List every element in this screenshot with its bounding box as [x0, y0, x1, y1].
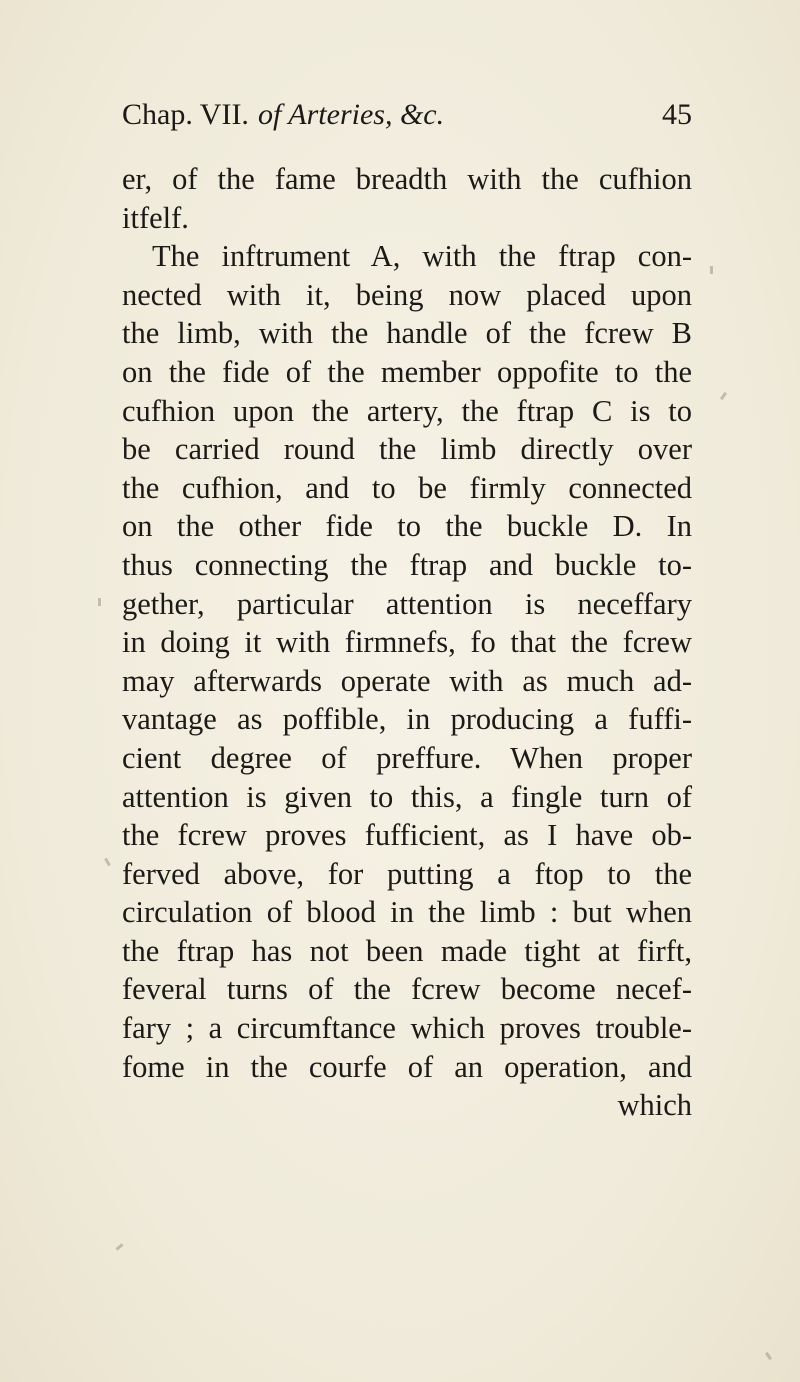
text-line: in doing it with firmnefs, fo that the fcrew: [122, 625, 692, 660]
text-line: cient degree of preffure. When proper: [122, 740, 692, 775]
text-line: on the fide of the member oppofite to the: [122, 354, 692, 389]
text-line: nected with it, being now placed upon: [122, 277, 692, 312]
paper-speck: [710, 266, 713, 274]
text-line: er, of the fame breadth with the cufhion: [122, 162, 692, 196]
text-line: the cufhion, and to be firmly connected: [122, 470, 692, 505]
text-line: the limb, with the handle of the fcrew B: [122, 316, 692, 351]
text-line: The inftrument A, with the ftrap con-: [152, 239, 692, 274]
text-line: circulation of blood in the limb : but when: [122, 895, 692, 930]
text-line: the ftrap has not been made tight at firft,: [122, 933, 692, 968]
text-line: cufhion upon the artery, the ftrap C is to: [122, 393, 692, 428]
paper-speck: [115, 1243, 123, 1250]
text-line: fary ; a circumftance which proves trouble-: [122, 1011, 692, 1046]
running-header: [122, 98, 692, 142]
text-line: fome in the courfe of an operation, and: [122, 1049, 692, 1084]
paper-speck: [104, 858, 111, 866]
text-line: ferved above, for putting a ftop to the: [122, 856, 692, 891]
paper-speck: [98, 598, 101, 606]
text-line: vantage as poffible, in producing a fuffi-: [122, 702, 692, 737]
text-line: the fcrew proves fufficient, as I have ob-: [122, 818, 692, 853]
chapter-label: Chap. VII.: [122, 98, 249, 131]
text-line: thus connecting the ftrap and buckle to-: [122, 547, 692, 582]
text-line: be carried round the limb directly over: [122, 432, 692, 467]
paper-speck: [720, 392, 727, 400]
running-title: of Arteries, &c.: [258, 98, 445, 131]
text-line: attention is given to this, a fingle turn of: [122, 779, 692, 814]
paper-speck: [765, 1352, 772, 1360]
text-line: feveral turns of the fcrew become necef-: [122, 972, 692, 1007]
page-number: 45: [662, 98, 692, 131]
catchword: which: [617, 1088, 692, 1123]
body-text: [122, 160, 692, 1125]
text-line: itfelf.: [122, 200, 189, 235]
text-line: gether, particular attention is neceffary: [122, 586, 692, 621]
text-line: on the other fide to the buckle D. In: [122, 509, 692, 544]
text-line: may afterwards operate with as much ad-: [122, 663, 692, 698]
